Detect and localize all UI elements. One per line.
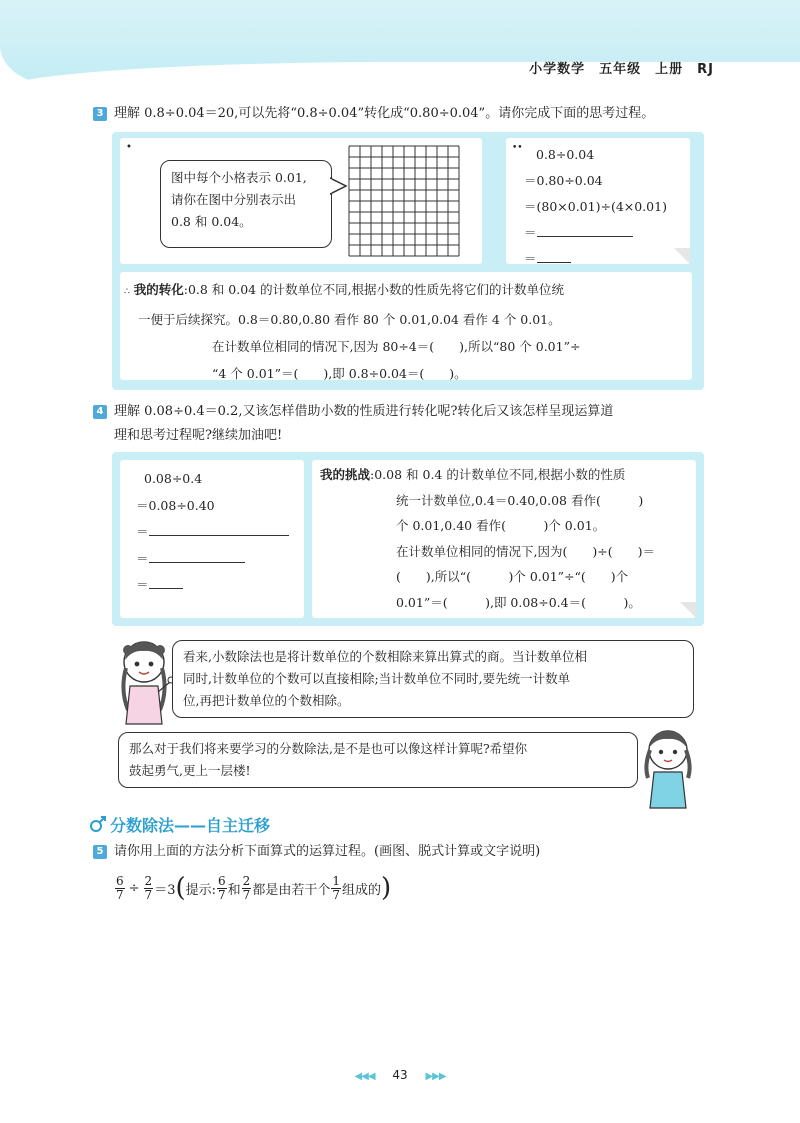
challenge-line-text: :0.08 和 0.4 的计数单位不同,根据小数的性质 [370,467,626,482]
challenge-line: 个 0.01,0.40 看作( )个 0.01。 [396,518,606,533]
paren-close: ) [380,873,392,903]
challenge-line: 0.01”＝( ),即 0.08÷0.4＝( )。 [396,594,641,610]
question-number-4: 4 [93,405,107,419]
operator: ÷ [128,880,140,896]
calc-steps-q4 [136,466,289,599]
calc-step-blank[interactable] [136,572,289,599]
calc-step-text: ＝ [136,550,149,566]
answer-blank[interactable] [149,535,289,536]
bullet-dots: •• [512,143,523,153]
calc-step: ＝0.80÷0.04 [524,173,603,188]
next-arrows-icon[interactable]: ▶▶▶ [425,1071,446,1082]
transformation-line: ∴ 我的转化:0.8 和 0.04 的计数单位不同,根据小数的性质先将它们的计数单位统 [124,282,565,297]
fraction [115,875,125,902]
answer-blank[interactable] [149,562,245,563]
hint-middle: 都是由若干个 [252,882,331,898]
challenge-label: 我的挑战 [320,467,371,482]
transformation-line-text: :0.8 和 0.04 的计数单位不同,根据小数的性质先将它们的计数单位统 [183,282,565,297]
challenge-line: ( ),所以“( )个 0.01”÷“( )个 [396,569,629,584]
calc-step: ＝(80×0.01)÷(4×0.01) [524,199,667,214]
answer-blank[interactable] [149,588,183,589]
bullet-dot: • [126,142,132,153]
bubble-pointer [330,176,348,196]
fraction [144,875,154,902]
challenge-line: 统一计数单位,0.4＝0.40,0.08 看作( ) [396,492,644,508]
calc-step-text: ＝ [524,225,537,240]
calc-step-blank[interactable] [524,220,667,246]
question-3-text: 理解 0.8÷0.04＝20,可以先将“0.8÷0.04”转化成“0.80÷0.04”。请你完成下面的思考过程。 [114,106,655,121]
numerator: 6 [116,873,124,888]
speech-bubble-2 [118,732,638,788]
calc-step-blank[interactable] [524,246,667,272]
calc-steps-q3 [524,142,667,272]
transformation-line: “4 个 0.01”＝( ),即 0.8÷0.04＝( )。 [212,366,467,381]
male-symbol-icon [88,814,108,834]
numerator: 1 [332,873,340,888]
calc-step-text: ＝ [136,577,149,592]
bubble-line: 请你在图中分别表示出 [171,192,297,207]
calc-step: ＝0.08÷0.40 [136,497,215,513]
calc-step-text: ＝ [136,524,149,539]
challenge-line [320,462,694,488]
challenge-text [320,462,694,615]
q5-answer-area[interactable] [114,915,714,1045]
question-5-text: 请你用上面的方法分析下面算式的运算过程。(画图、脱式计算或文字说明) [114,844,541,859]
calc-step [524,142,667,168]
transformation-line: 一便于后续探究。0.8＝0.80,0.80 看作 80 个 0.01,0.04 看作 4 个 0.01。 [138,312,561,327]
page-number: 43 [392,1068,408,1082]
denominator: 7 [332,887,340,902]
page-curl [674,248,690,264]
denominator: 7 [242,887,251,902]
calc-step: 0.08÷0.4 [144,471,203,486]
calc-step-blank[interactable] [136,519,289,546]
question-4-text [114,400,734,448]
calc-step-text: ＝ [524,251,537,266]
speech-bubble-1 [172,640,694,718]
header-title: 小学数学 五年级 上册 RJ [529,62,714,77]
prev-arrows-icon[interactable]: ◀◀◀ [354,1071,375,1082]
calc-step-blank[interactable] [136,546,289,573]
hundred-grid[interactable] [348,145,460,257]
paren-open: ( [175,873,186,903]
speech-line: 位,再把计数单位的个数相除。 [183,693,350,708]
transformation-text [124,276,690,387]
denominator: 7 [116,887,124,902]
question-4-line: 理解 0.08÷0.4＝0.2,又该怎样借助小数的性质进行转化呢?转化后又该怎样呈现运算道 [114,404,614,419]
numerator: 2 [144,873,153,888]
question-4-line: 理和思考过程呢?继续加油吧! [114,428,283,443]
calc-step-text: 0.8÷0.04 [536,147,595,162]
denominator: 7 [144,887,153,902]
pager [340,1068,460,1082]
question-number-5: 5 [93,845,107,859]
fraction [331,875,341,902]
section-title: 分数除法——自主迁移 [110,816,271,835]
grid-instruction-bubble [160,160,332,248]
transformation-line: 在计数单位相同的情况下,因为 80÷4＝( ),所以“80 个 0.01”÷ [212,339,581,354]
speech-line: 鼓起勇气,更上一层楼! [129,763,251,778]
speech-line: 那么对于我们将来要学习的分数除法,是不是也可以像这样计算呢?希望你 [129,741,528,756]
bubble-line: 0.8 和 0.04。 [171,214,252,229]
hint-end: 组成的 [341,882,381,898]
challenge-line: 在计数单位相同的情况下,因为( )÷( )＝ [396,543,655,559]
answer-blank[interactable] [537,262,571,263]
fraction [217,875,227,902]
fraction [242,875,252,902]
hint-and: 和 [227,882,241,898]
speech-line: 同时,计数单位的个数可以直接相除;当计数单位不同时,要先统一计数单 [183,671,571,686]
numerator: 2 [242,873,251,888]
girl-avatar-right [638,726,700,810]
hint-prefix: 提示: [185,882,217,898]
girl-avatar-left [116,638,176,728]
transformation-label: 我的转化 [133,282,184,297]
question-number-3: 3 [93,107,107,121]
bubble-line: 图中每个小格表示 0.01, [171,170,307,185]
speech-line: 看来,小数除法也是将计数单位的个数相除来算出算式的商。当计数单位相 [183,649,587,664]
result: ＝3 [154,882,176,898]
numerator: 6 [218,873,226,888]
q5-expression [114,870,391,906]
answer-blank[interactable] [537,236,633,237]
denominator: 7 [218,887,226,902]
